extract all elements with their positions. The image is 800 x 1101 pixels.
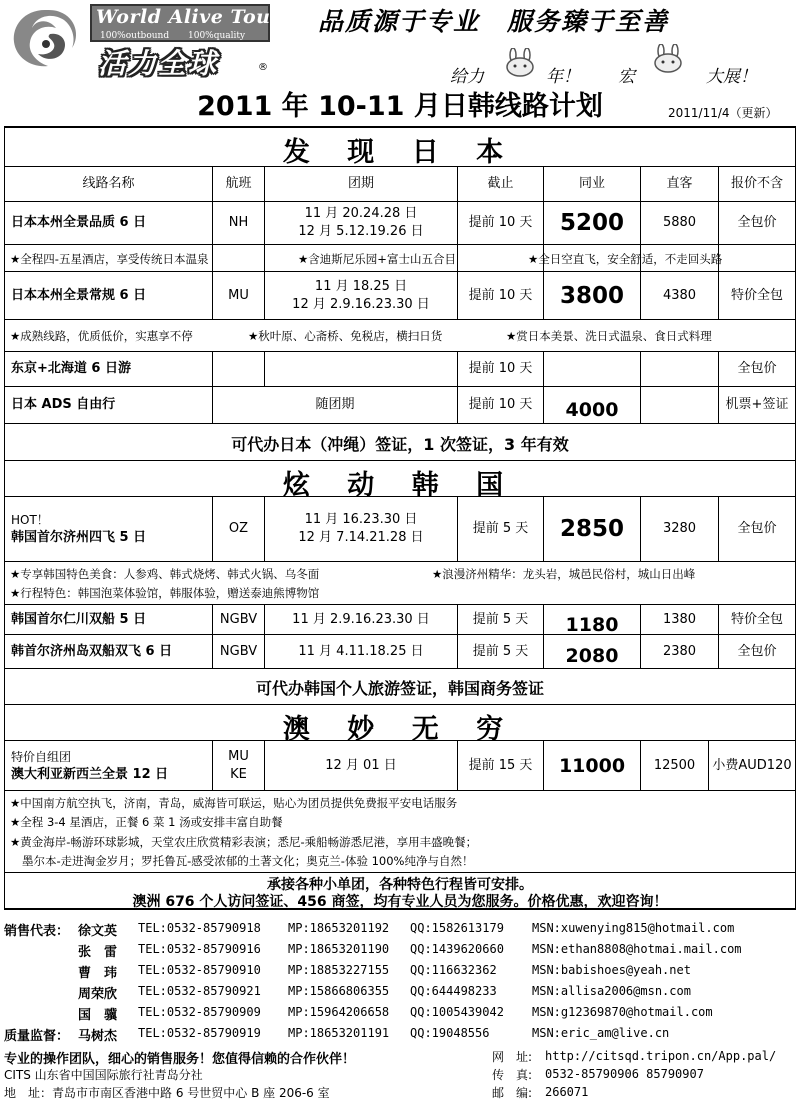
flight-code: NGBV <box>219 643 258 659</box>
route-name: 日本本州全景常规 6 日 <box>11 287 147 303</box>
tour-dates: 12 月 01 日 <box>325 757 397 773</box>
deadline: 提前 5 天 <box>472 521 529 536</box>
page-title: 2011 年 10-11 月日韩线路计划 <box>197 91 603 122</box>
group-label: 特价自组团 <box>11 749 72 764</box>
greeting-part-2: 年！ <box>546 67 580 87</box>
contact-tel: TEL:0532-85790909 <box>138 1005 261 1019</box>
deadline: 提前 5 天 <box>472 611 529 627</box>
feature-text: ★秋叶原、心斋桥、免税店，横扫日货 <box>248 329 443 343</box>
contact-qq: QQ:116632362 <box>410 963 497 977</box>
contact-mobile: MP:18653201190 <box>288 942 390 956</box>
route-name: 日本本州全景品质 6 日 <box>11 215 147 230</box>
tour-dates-line: 11 月 18.25 日 <box>314 278 408 294</box>
contact-tel: TEL:0532-85790918 <box>138 921 261 935</box>
australia-section-title: 澳 妙 无 穷 <box>282 714 518 745</box>
contact-qq: QQ:644498233 <box>410 984 497 998</box>
direct-price: 3280 <box>662 521 697 536</box>
tour-dates: 随团期 <box>315 397 355 412</box>
flight-code: NGBV <box>219 611 258 627</box>
column-header: 线路名称 <box>82 176 135 191</box>
flight-code <box>213 741 264 790</box>
contact-qq: QQ:1439620660 <box>410 942 504 956</box>
route-name: 东京+北海道 6 日游 <box>11 361 131 376</box>
greeting-part-1: 给力 <box>450 67 484 87</box>
website-link[interactable]: http://citsqd.tripon.cn/App.pal/ <box>545 1049 777 1063</box>
feature-text: ★含迪斯尼乐园+富士山五合目 <box>298 252 456 266</box>
contact-name: 张 雷 <box>78 945 118 960</box>
brand-name: World Alive Tour <box>96 6 281 28</box>
contact-tel: TEL:0532-85790916 <box>138 942 261 956</box>
deadline: 提前 5 天 <box>472 643 529 659</box>
route-name: 日本 ADS 自由行 <box>11 397 116 412</box>
contact-tel: TEL:0532-85790921 <box>138 984 261 998</box>
greeting-part-3: 宏 <box>618 67 635 87</box>
registered-mark: ® <box>258 62 268 73</box>
tour-dates: 11 月 4.11.18.25 日 <box>298 643 424 659</box>
flight-code: MU <box>228 287 249 303</box>
zip-code: 266071 <box>545 1085 589 1099</box>
trade-price: 3800 <box>559 282 624 309</box>
price-note: 全包价 <box>737 521 777 536</box>
feature-text: ★行程特色：韩国泡菜体验馆，韩服体验，赠送泰迪熊博物馆 <box>10 586 320 600</box>
direct-price: 5880 <box>662 215 697 230</box>
direct-price: 1380 <box>662 611 697 627</box>
tour-dates-line: 11 月 20.24.28 日 <box>304 206 418 221</box>
tour-dates-line: 12 月 5.12.19.26 日 <box>298 224 424 239</box>
contact-msn: MSN:babishoes@yeah.net <box>532 963 691 977</box>
trade-price: 2850 <box>559 516 624 542</box>
company-address: 地 址：青岛市市南区香港中路 6 号世贸中心 B 座 206-6 室 <box>4 1086 330 1100</box>
price-note: 全包价 <box>737 361 777 376</box>
swirl-logo-icon <box>6 4 84 74</box>
trade-price: 2080 <box>565 645 619 667</box>
flight-code: OZ <box>228 521 249 536</box>
price-note: 特价全包 <box>730 611 783 627</box>
column-header: 截止 <box>487 176 514 191</box>
feature-text: ★全日空直飞，安全舒适，不走回头路 <box>528 252 723 266</box>
contact-name: 周荣欣 <box>78 987 118 1002</box>
column-header: 报价不含 <box>730 176 783 191</box>
trade-price: 11000 <box>558 754 626 777</box>
rabbit-icon <box>648 44 688 74</box>
contact-mobile: MP:15866806355 <box>288 984 390 998</box>
price-note: 全包价 <box>737 643 777 659</box>
update-date: 2011/11/4（更新） <box>668 106 778 120</box>
japan-visa-note: 可代办日本（冲绳）签证，1 次签证，3 年有效 <box>231 435 569 454</box>
feature-text: ★中国南方航空执飞，济南，青岛，威海皆可联运，贴心为团员提供免费报平安电话服务 <box>10 796 458 810</box>
footer-motto: 专业的操作团队，细心的销售服务！您值得信赖的合作伙伴！ <box>4 1052 356 1067</box>
feature-text: ★黄金海岸-畅游环球影城，天堂农庄欣赏精彩表演；悉尼-乘船畅游悉尼港，享用丰盛晚餐； <box>10 835 478 849</box>
contact-tel: TEL:0532-85790919 <box>138 1026 261 1040</box>
feature-text: 墨尔本-走进淘金岁月；罗托鲁瓦-感受浓郁的土著文化；奥克兰-体验 100%纯净与自然！ <box>22 854 474 868</box>
tour-dates-line: 11 月 16.23.30 日 <box>304 512 418 527</box>
direct-price: 2380 <box>662 643 697 659</box>
feature-text: ★成熟线路，优质低价，实惠享不停 <box>10 329 193 343</box>
column-header: 同业 <box>578 176 605 191</box>
deadline: 提前 10 天 <box>468 397 533 412</box>
deadline: 提前 10 天 <box>468 287 533 303</box>
contact-name: 徐文英 <box>78 924 118 939</box>
deadline: 提前 10 天 <box>468 215 533 230</box>
price-note: 小费AUD120 <box>712 757 792 773</box>
website-label: 网 址: <box>492 1050 533 1064</box>
tour-dates: 11 月 2.9.16.23.30 日 <box>292 611 430 627</box>
contact-msn: MSN:xuwenying815@hotmail.com <box>532 921 735 935</box>
sales-label: 销售代表： <box>4 924 70 939</box>
price-note: 特价全包 <box>730 287 783 303</box>
contact-tel: TEL:0532-85790910 <box>138 963 261 977</box>
contact-mobile: MP:15964206658 <box>288 1005 390 1019</box>
korea-visa-note: 可代办韩国个人旅游签证，韩国商务签证 <box>255 679 544 698</box>
tour-dates <box>265 272 457 319</box>
contact-msn: MSN:ethan8808@hotmai.mail.com <box>532 942 742 956</box>
deadline: 提前 15 天 <box>468 757 533 773</box>
greeting-part-4: 大展！ <box>706 67 757 87</box>
contact-msn: MSN:g12369870@hotmail.com <box>532 1005 713 1019</box>
feature-text: ★专享韩国特色美食：人参鸡、韩式烧烤、韩式火锅、乌冬面 <box>10 567 320 581</box>
tour-dates <box>265 497 457 561</box>
column-header: 团期 <box>347 176 374 191</box>
price-note: 全包价 <box>737 215 777 230</box>
flight-code-line: KE <box>230 766 247 782</box>
route-name-cell <box>5 742 218 789</box>
fax-number: 0532-85790906 85790907 <box>545 1067 704 1081</box>
feature-text: ★赏日本美景、洗日式温泉、食日式料理 <box>506 329 712 343</box>
brand-chinese-name: 活力全球 <box>98 47 219 80</box>
contact-name: 马树杰 <box>78 1029 118 1044</box>
fax-label: 传 真: <box>492 1068 533 1082</box>
trade-price: 4000 <box>565 399 619 421</box>
japan-section-title: 发 现 日 本 <box>282 137 518 168</box>
small-group-note: 承接各种小单团，各种特色行程皆可安排。 <box>267 877 533 893</box>
flight-code: NH <box>228 215 249 230</box>
australia-visa-note: 澳洲 676 个人访问签证、456 商签，均有专业人员为您服务。价格优惠，欢迎咨询！ <box>132 894 668 910</box>
contact-qq: QQ:1582613179 <box>410 921 504 935</box>
route-name: 澳大利亚新西兰全景 12 日 <box>11 766 169 782</box>
column-header: 航班 <box>225 176 252 191</box>
slogan: 品质源于专业 服务臻于至善 <box>318 7 670 36</box>
tour-dates-line: 12 月 7.14.21.28 日 <box>298 530 424 545</box>
route-name: 韩首尔济州岛双船双飞 6 日 <box>11 643 173 659</box>
contact-name: 曹 玮 <box>78 966 118 981</box>
contact-msn: MSN:allisa2006@msn.com <box>532 984 691 998</box>
contact-mobile: MP:18653201191 <box>288 1026 390 1040</box>
zip-label: 邮 编: <box>492 1086 533 1100</box>
contact-qq: QQ:19048556 <box>410 1026 490 1040</box>
trade-price: 1180 <box>565 614 619 636</box>
contact-mobile: MP:18653201192 <box>288 921 390 935</box>
rabbit-icon <box>500 48 540 78</box>
feature-text: ★浪漫济州精华：龙头岩，城邑民俗村，城山日出峰 <box>432 567 696 581</box>
feature-text: ★全程四-五星酒店，享受传统日本温泉 <box>10 252 209 266</box>
supervisor-label: 质量监督： <box>4 1029 70 1044</box>
deadline: 提前 10 天 <box>468 361 533 376</box>
route-name: 韩国首尔济州四飞 5 日 <box>11 530 147 545</box>
hot-label: HOT！ <box>11 513 49 527</box>
tour-dates <box>265 202 457 244</box>
contact-qq: QQ:1005439042 <box>410 1005 504 1019</box>
company-name: CITS 山东省中国国际旅行社青岛分社 <box>4 1068 203 1082</box>
contact-msn: MSN:eric_am@live.cn <box>532 1026 670 1040</box>
contact-name: 国 骥 <box>78 1008 118 1023</box>
korea-section-title: 炫 动 韩 国 <box>282 470 518 501</box>
route-name-cell <box>5 498 218 560</box>
direct-price: 12500 <box>653 757 696 773</box>
tour-dates-line: 12 月 2.9.16.23.30 日 <box>292 296 430 312</box>
route-name: 韩国首尔仁川双船 5 日 <box>11 611 147 627</box>
trade-price: 5200 <box>559 210 624 236</box>
brand-subtitle-outbound: 100%outbound <box>100 31 170 41</box>
contact-mobile: MP:18853227155 <box>288 963 390 977</box>
feature-text: ★全程 3-4 星酒店，正餐 6 菜 1 汤或安排丰富自助餐 <box>10 815 283 829</box>
column-header: 直客 <box>666 176 693 191</box>
flight-code-line: MU <box>228 748 249 764</box>
price-note: 机票+签证 <box>725 397 789 412</box>
brand-subtitle-quality: 100%quality <box>188 31 246 41</box>
direct-price: 4380 <box>662 287 697 303</box>
